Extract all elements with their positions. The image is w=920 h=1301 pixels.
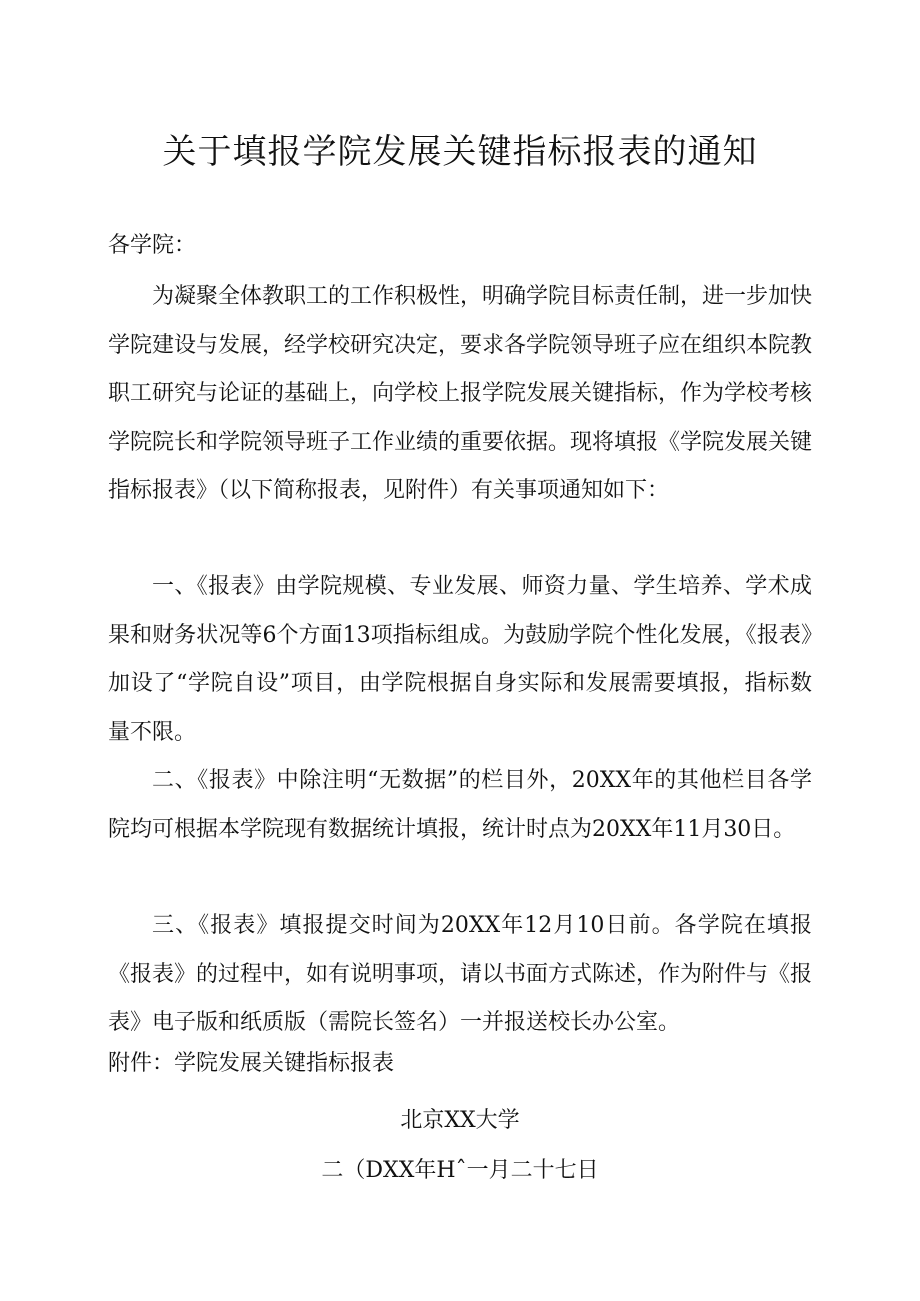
signature-date: 二（DXX年Hˆ一月二十七日 (321, 1158, 599, 1183)
paragraph-item-1: 一、《报表》由学院规模、专业发展、师资力量、学生培养、学术成果和财务状况等6个方面13项指标组成。为鼓励学院个性化发展，《报表》加设了“学院自设”项目，由学院根据自身实际和发展需要填报，指标数量不限。 (108, 574, 812, 745)
paragraph-item-2: 二、《报表》中除注明“无数据”的栏目外，20XX年的其他栏目各学院均可根据本学院现有数据统计填报，统计时点为20XX年11月30日。 (108, 768, 812, 842)
paragraph-item-3: 三、《报表》填报提交时间为20XX年12月10日前。各学院在填报《报表》的过程中，如有说明事项，请以书面方式陈述，作为附件与《报表》电子版和纸质版（需院长签名）一并报送校长办公室。 (108, 913, 813, 1035)
document-title: 关于填报学院发展关键指标报表的通知 (162, 132, 758, 172)
attachment-line: 附件：学院发展关键指标报表 (108, 1051, 395, 1076)
salutation: 各学院： (108, 233, 197, 258)
signature-organization: 北京XX大学 (400, 1108, 520, 1133)
paragraph-intro: 为凝聚全体教职工的工作积极性，明确学院目标责任制，进一步加快学院建设与发展，经学校研究决定，要求各学院领导班子应在组织本院教职工研究与论证的基础上，向学校上报学院发展关键指标，作为学校考核学院院长和学院领导班子工作业绩的重要依据。现将填报《学院发展关键指标报表》（以下简称报表，见附件）有关事项通知如下： (108, 284, 813, 503)
